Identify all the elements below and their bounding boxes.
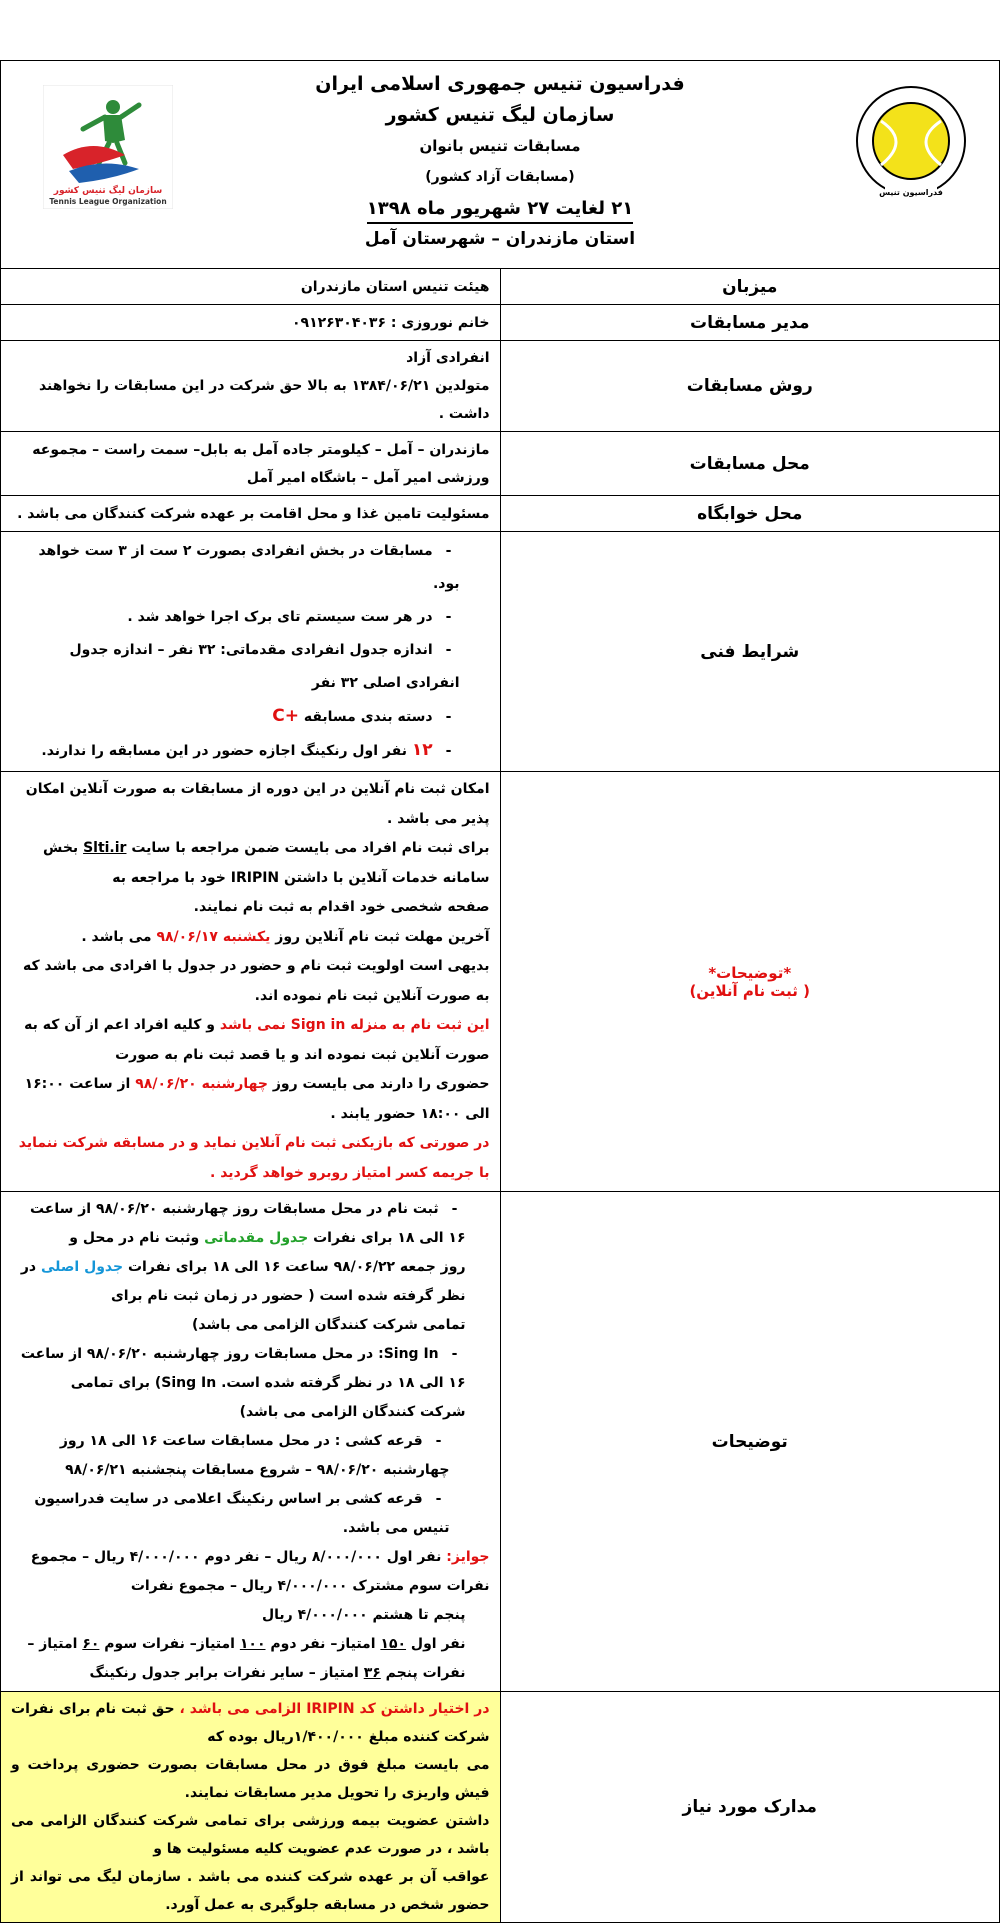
svg-text:TENNIS FEDERATION ISLAMIC REPU xyxy=(851,79,855,81)
list-item: - اندازه جدول انفرادی مقدماتی: ۳۲ نفر – اندازه جدول انفرادی اصلی ۳۲ نفر xyxy=(69,642,460,691)
online-value xyxy=(1,772,501,1192)
technical-list xyxy=(11,535,490,768)
documents-label: مدارک مورد نیاز xyxy=(500,1692,1000,1923)
document-page xyxy=(0,60,1000,1923)
logo-right-sub-text: فدراسیون تنیس xyxy=(879,188,943,197)
points: نفر اول ۱۵۰ امتیاز– نفر دوم ۱۰۰ امتیاز– نفرات سوم ۶۰ امتیاز – نفرات پنجم ۳۶ امتیاز – سایر نفرات برابر جدول رنکینگ xyxy=(27,1636,466,1681)
doc-line-3: داشتن عضویت بیمه ورزشی برای تمامی شرکت کنندگان الزامی می باشد ، در صورت عدم عضویت کلیه مسئولیت ها و xyxy=(11,1813,490,1857)
director-label: مدیر مسابقات xyxy=(500,305,1000,341)
documents-row xyxy=(1,1692,1000,1923)
header-titles xyxy=(231,69,769,255)
competition-subtitle: (مسابقات آزاد کشور) xyxy=(425,169,575,185)
logo-left-fa-text: سازمان لیگ تنیس کشور xyxy=(53,186,163,196)
online-p6: این ثبت نام به منزله Sign in نمی باشد و کلیه افراد اعم از آن که به صورت آنلاین ثبت نموده اند و یا قصد ثبت نام به صورت xyxy=(24,1017,490,1063)
note-2-end: شرکت کنندگان الزامی می باشد) xyxy=(239,1404,466,1420)
host-label: میزبان xyxy=(500,269,1000,305)
lodging-value: مسئولیت تامین غذا و محل اقامت بر عهده شرکت کنندگان می باشد . xyxy=(1,496,501,532)
note-1-end: تمامی شرکت کنندگان الزامی می باشد) xyxy=(191,1317,466,1333)
competition-title: مسابقات تنیس بانوان xyxy=(419,137,581,155)
prizes: جوایز: نفر اول ۸/۰۰۰/۰۰۰ ریال – نفر دوم ۴/۰۰۰/۰۰۰ ریال – مجموع نفرات سوم مشترک ۴/۰۰۰/۰۰۰ ریال – مجموع نفرات xyxy=(30,1549,490,1594)
note-1: - ثبت نام در محل مسابقات روز چهارشنبه ۹۸/۰۶/۲۰ از ساعت ۱۶ الی ۱۸ برای نفرات جدول مقدماتی وثبت نام در محل و xyxy=(29,1201,466,1246)
online-p1: امکان ثبت نام آنلاین در این دوره از مسابقات به صورت آنلاین امکان پذیر می باشد . xyxy=(25,781,490,827)
director-row xyxy=(1,305,1000,341)
list-item: - مسابقات در بخش انفرادی بصورت ۲ ست از ۳ ست خواهد بود. xyxy=(38,543,460,592)
tennis-league-logo xyxy=(43,85,173,209)
technical-label: شرایط فنی xyxy=(500,532,1000,772)
technical-value xyxy=(1,532,501,772)
online-p4: آخرین مهلت ثبت نام آنلاین روز یکشنبه ۹۸/۰۶/۱۷ می باشد . xyxy=(81,928,490,945)
organization-title: سازمان لیگ تنیس کشور xyxy=(385,104,615,126)
doc-line-4: عواقب آن بر عهده شرکت کننده می باشد . سازمان لیگ می تواند از حضور شخص در مسابقه جلوگیری به عمل آورد. xyxy=(11,1869,490,1913)
venue-value: مازندران – آمل – کیلومتر جاده آمل به بابل– سمت راست – مجموعه ورزشی امیر آمل – باشگاه امیر آمل xyxy=(1,432,501,496)
notes-label: توضیحات xyxy=(500,1192,1000,1692)
deadline-date: یکشنبه ۹۸/۰۶/۱۷ xyxy=(156,928,271,945)
venue-row xyxy=(1,432,1000,496)
competition-location: استان مازندران – شهرستان آمل xyxy=(364,229,636,249)
doc-line-2: می بایست مبلغ فوق در محل مسابقات بصورت حضوری پرداخت و فیش واریزی را تحویل مدیر مسابقات نمایند. xyxy=(11,1757,490,1801)
note-4: - قرعه کشی بر اساس رنکینگ اعلامی در سایت فدراسیون تنیس می باشد. xyxy=(34,1491,450,1536)
online-p7: حضوری را دارند می بایست روز چهارشنبه ۹۸/۰۶/۲۰ از ساعت ۱۶:۰۰ الی ۱۸:۰۰ حضور یابند . xyxy=(24,1076,490,1122)
online-p8: در صورتی که بازیکنی ثبت نام آنلاین نماید و در مسابقه شرکت ننماید با جریمه کسر امتیاز روبرو خواهد گردید . xyxy=(18,1135,490,1181)
list-item: - در هر ست سیستم تای برک اجرا خواهد شد . xyxy=(127,609,452,625)
method-row xyxy=(1,341,1000,432)
attendance-date: چهارشنبه ۹۸/۰۶/۲۰ xyxy=(135,1076,268,1092)
list-item: - ۱۲ نفر اول رنکینگ اجازه حضور در این مسابقه را ندارند. xyxy=(41,740,452,760)
competition-dates: ۲۱ لغایت ۲۷ شهریور ماه ۱۳۹۸ xyxy=(367,196,633,224)
online-p5: بدیهی است اولویت ثبت نام و حضور در جدول با افرادی می باشد که به صورت آنلاین ثبت نام نموده اند. xyxy=(23,958,490,1004)
lodging-label: محل خوابگاه xyxy=(500,496,1000,532)
doc-line-1: در اختیار داشتن کد IRIPIN الزامی می باشد ، حق ثبت نام برای نفرات شرکت کننده مبلغ ۱/۴۰۰/۰۰۰ریال بوده که xyxy=(11,1701,490,1745)
method-line-1: انفرادی آزاد xyxy=(406,350,490,366)
category-value: C+ xyxy=(272,706,299,726)
online-row xyxy=(1,772,1000,1192)
documents-value xyxy=(1,1692,501,1923)
logo-left-en-text: Tennis League Organization xyxy=(49,197,167,206)
host-value: هیئت تنیس استان مازندران xyxy=(1,269,501,305)
note-2: - Sing In: در محل مسابقات روز چهارشنبه ۹۸/۰۶/۲۰ از ساعت ۱۶ الی ۱۸ در نظر گرفته شده است. (Sing In برای تمامی xyxy=(20,1346,466,1391)
online-p3: صفحه شخصی خود اقدام به ثبت نام نمایند. xyxy=(193,899,490,915)
notes-value xyxy=(1,1192,501,1692)
site-link[interactable]: Slti.ir xyxy=(83,840,127,856)
technical-row xyxy=(1,532,1000,772)
list-item: - دسته بندی مسابقه C+ xyxy=(272,706,452,726)
logo-right-ring-text xyxy=(851,79,855,81)
note-1-cont: روز جمعه ۹۸/۰۶/۲۲ ساعت ۱۶ الی ۱۸ برای نفرات جدول اصلی در نظر گرفته شده است ( حضور در زمان ثبت نام برای xyxy=(20,1259,466,1304)
info-table xyxy=(0,60,1000,1923)
method-value xyxy=(1,341,501,432)
lodging-row xyxy=(1,496,1000,532)
header-cell xyxy=(1,61,1000,269)
note-3: - قرعه کشی : در محل مسابقات ساعت ۱۶ الی ۱۸ روز چهارشنبه ۹۸/۰۶/۲۰ – شروع مسابقات پنجشنبه ۹۸/۰۶/۲۱ xyxy=(59,1433,450,1478)
director-value: خانم نوروزی : ۰۹۱۲۶۳۰۴۰۳۶ xyxy=(1,305,501,341)
host-row xyxy=(1,269,1000,305)
ranking-count: ۱۲ xyxy=(411,740,433,760)
method-line-2: متولدین ۱۳۸۴/۰۶/۲۱ به بالا حق شرکت در این مسابقات را نخواهند داشت . xyxy=(38,378,490,422)
notes-row xyxy=(1,1192,1000,1692)
prizes-cont: پنجم تا هشتم ۴/۰۰۰/۰۰۰ ریال xyxy=(262,1607,466,1623)
online-label: *توضیحات* ( ثبت نام آنلاین) xyxy=(500,772,1000,1192)
online-p2: برای ثبت نام افراد می بایست ضمن مراجعه با سایت Slti.ir بخش سامانه خدمات آنلاین با داشتن IRIPIN خود با مراجعه به xyxy=(43,840,490,886)
method-label: روش مسابقات xyxy=(500,341,1000,432)
tennis-federation-logo xyxy=(851,79,971,209)
venue-label: محل مسابقات xyxy=(500,432,1000,496)
header-row xyxy=(1,61,1000,269)
federation-title: فدراسیون تنیس جمهوری اسلامی ایران xyxy=(315,73,685,95)
